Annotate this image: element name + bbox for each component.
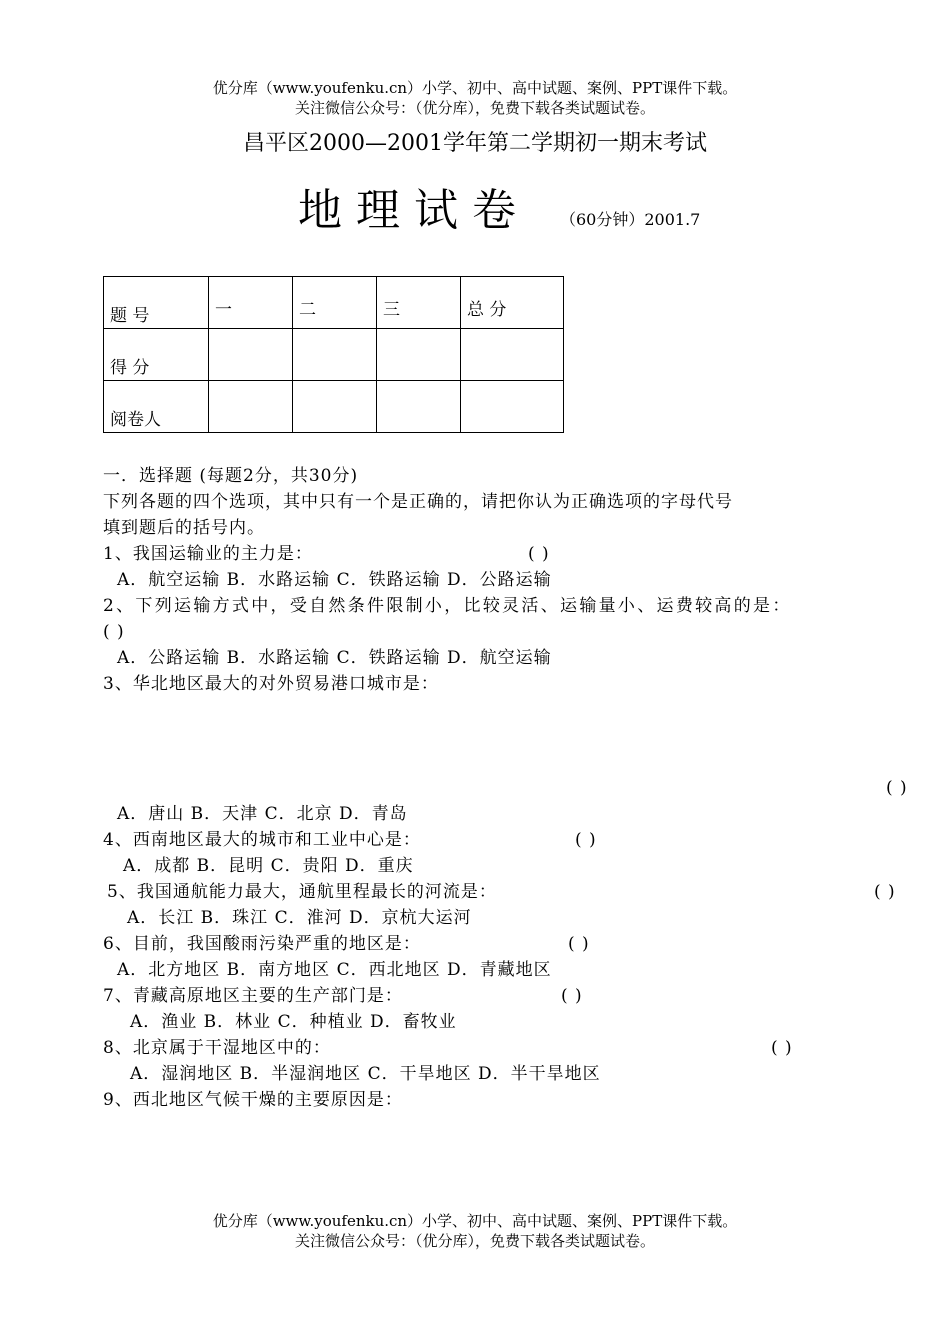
exam-subtitle: 昌平区2000—2001学年第二学期初一期末考试 [243,131,707,156]
row-label-score: 得 分 [104,329,209,381]
question-1-options: A．航空运输 B．水路运输 C．铁路运输 D．公路运输 [117,570,552,590]
question-3-stem: 3、华北地区最大的对外贸易港口城市是： [103,674,439,694]
score-cell[interactable] [461,329,564,381]
score-cell[interactable] [377,329,461,381]
exam-title: 地理试卷 [298,185,530,236]
section-instruction: 下列各题的四个选项，其中只有一个是正确的，请把你认为正确选项的字母代号 [103,492,733,512]
question-3-options: A．唐山 B．天津 C．北京 D．青岛 [117,804,408,824]
question-1-answer-paren: ( ) [528,544,550,564]
column-header-2: 二 [293,277,377,329]
question-6-options: A．北方地区 B．南方地区 C．西北地区 D．青藏地区 [117,960,552,980]
question-4-stem: 4、西南地区最大的城市和工业中心是： [103,830,421,850]
question-1-stem: 1、我国运输业的主力是： [103,544,313,564]
question-4-answer-paren: ( ) [575,830,597,850]
question-5-stem: 5、我国通航能力最大，通航里程最长的河流是： [107,882,497,902]
question-8-options: A．湿润地区 B．半湿润地区 C．干旱地区 D．半干旱地区 [130,1064,601,1084]
question-6-answer-paren: ( ) [568,934,590,954]
question-3-answer-paren: ( ) [886,778,908,798]
grader-cell[interactable] [377,381,461,433]
question-7-stem: 7、青藏高原地区主要的生产部门是： [103,986,403,1006]
question-2-stem: 2、下列运输方式中，受自然条件限制小，比较灵活、运输量小、运费较高的是： [103,596,792,616]
column-header-1: 一 [209,277,293,329]
score-table-row [104,329,564,381]
column-header-3: 三 [377,277,461,329]
grader-cell[interactable] [209,381,293,433]
score-table-row [104,277,564,329]
header-line-1: 优分库（www.youfenku.cn）小学、初中、高中试题、案例、PPT课件下载。 [212,79,738,97]
grader-cell[interactable] [461,381,564,433]
question-2-answer-paren: ( ) [103,622,125,642]
question-5-options: A．长江 B．珠江 C．淮河 D．京杭大运河 [127,908,472,928]
row-label-grader: 阅卷人 [104,381,209,433]
exam-duration: （60分钟）2001.7 [560,210,701,229]
question-6-stem: 6、目前，我国酸雨污染严重的地区是： [103,934,421,954]
question-2-options: A．公路运输 B．水路运输 C．铁路运输 D．航空运输 [117,648,552,668]
question-5-answer-paren: ( ) [874,882,896,902]
question-8-answer-paren: ( ) [771,1038,793,1058]
score-cell[interactable] [209,329,293,381]
footer-line-2: 关注微信公众号：（优分库），免费下载各类试题试卷。 [294,1232,655,1250]
column-header-total: 总 分 [461,277,564,329]
question-4-options: A．成都 B．昆明 C．贵阳 D．重庆 [123,856,414,876]
question-7-options: A．渔业 B．林业 C．种植业 D．畜牧业 [130,1012,457,1032]
header-line-2: 关注微信公众号：（优分库），免费下载各类试题试卷。 [294,99,655,117]
section-heading: 一．选择题 (每题2分，共30分) [103,466,359,486]
question-8-stem: 8、北京属于干湿地区中的： [103,1038,331,1058]
score-cell[interactable] [293,329,377,381]
footer-line-1: 优分库（www.youfenku.cn）小学、初中、高中试题、案例、PPT课件下载。 [212,1212,738,1230]
question-7-answer-paren: ( ) [561,986,583,1006]
section-instruction: 填到题后的括号内。 [103,518,265,538]
score-table-row [104,381,564,433]
question-9-stem: 9、西北地区气候干燥的主要原因是： [103,1090,403,1110]
score-table [103,276,564,433]
row-label-question-number: 题 号 [104,277,209,329]
grader-cell[interactable] [293,381,377,433]
